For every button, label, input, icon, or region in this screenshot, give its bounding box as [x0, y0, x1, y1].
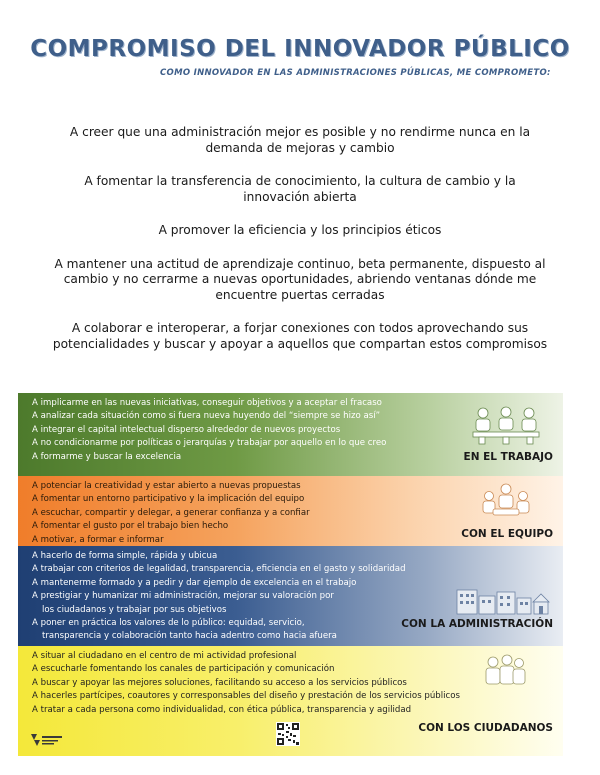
citizens-icon [481, 654, 529, 688]
statement: A promover la eficiencia y los principios éticos [158, 223, 442, 237]
band-item: A formarme y buscar la excelencia [32, 451, 182, 462]
band-item: A prestigiar y humanizar mi administración, mejorar su valoración por [32, 591, 334, 602]
qr-code-icon [276, 722, 300, 746]
band-item: A poner en práctica los valores de lo público: equidad, servicio, [32, 618, 305, 629]
band-item: A fomentar el gusto por el trabajo bien hecho [32, 521, 229, 532]
band-label: CON EL EQUIPO [461, 528, 553, 540]
statement: A mantener una actitud de aprendizaje continuo, beta permanente, dispuesto al cambio y no cerrarme a nuevas oportunidades, abriendo ventanas dónde me encuentre puertas cerradas [54, 256, 546, 302]
band-item: los ciudadanos y trabajar por sus objetivos [42, 604, 227, 615]
band-item: A analizar cada situación como si fuera nueva huyendo del “siempre se hizo así” [32, 411, 381, 422]
band-item: A tratar a cada persona como individualidad, con ética pública, transparencia y agilidad [32, 704, 412, 715]
band-label: CON LA ADMINISTRACIÓN [401, 618, 553, 630]
team-icon [479, 482, 533, 522]
band-item: A fomentar un entorno participativo y la implicación del equipo [32, 494, 305, 505]
statement: A fomentar la transferencia de conocimiento, la cultura de cambio y la innovación abierta [84, 174, 516, 204]
band-item: A integrar el capital intelectual disperso alrededor de nuevos proyectos [32, 424, 341, 435]
band-label: CON LOS CIUDADANOS [418, 722, 553, 734]
band-administracion [18, 546, 563, 646]
band-item: A potenciar la creatividad y estar abierto a nuevas propuestas [32, 481, 301, 491]
band-item: A mantenerme formado y a pedir y dar ejemplo de excelencia en el trabajo [32, 577, 357, 588]
statement: A colaborar e interoperar, a forjar conexiones con todos aprovechando sus potencialidades y buscar y apoyar a aquellos que compartan estos compromisos [52, 321, 548, 351]
band-item: A no condicionarme por políticas o jerarquías y trabajar por aquello en lo que creo [32, 438, 387, 449]
band-item: A buscar y apoyar las mejores soluciones, facilitando su acceso a los servicios públicos [32, 677, 407, 688]
band-item: A escuchar, compartir y delegar, a generar confianza y a confiar [32, 507, 310, 518]
band-item: A hacerlo de forma simple, rápida y ubicua [32, 551, 218, 561]
band-item: A implicarme en las nuevas iniciativas, conseguir objetivos y a aceptar el fracaso [32, 398, 382, 408]
band-item: A hacerles partícipes, coautores y corresponsables del diseño y prestación de los servicios públicos [32, 691, 460, 702]
buildings-icon [455, 586, 551, 616]
band-ciudadanos [18, 646, 563, 756]
band-trabajo [18, 393, 563, 476]
band-label: EN EL TRABAJO [463, 451, 553, 463]
band-item: A trabajar con criterios de legalidad, transparencia, eficiencia en el gasto y solidaridad [32, 564, 406, 575]
page-subtitle: COMO INNOVADOR EN LAS ADMINISTRACIONES PÚBLICAS, ME COMPROMETO: [160, 68, 551, 78]
statement: A creer que una administración mejor es posible y no rendirme nunca en la demanda de mejoras y cambio [69, 125, 531, 155]
band-item: A motivar, a formar e informar [32, 534, 164, 545]
band-equipo [18, 476, 563, 546]
commitment-statements [40, 125, 560, 370]
band-item: A escucharle fomentando los canales de participación y comunicación [32, 664, 335, 675]
organization-logo [28, 730, 66, 750]
office-workers-icon [471, 405, 541, 445]
band-item: A situar al ciudadano en el centro de mi actividad profesional [32, 651, 297, 661]
page-title: COMPROMISO DEL INNOVADOR PÚBLICO [30, 36, 570, 62]
band-item: transparencia y colaboración tanto hacia adentro como hacia afuera [42, 631, 337, 642]
